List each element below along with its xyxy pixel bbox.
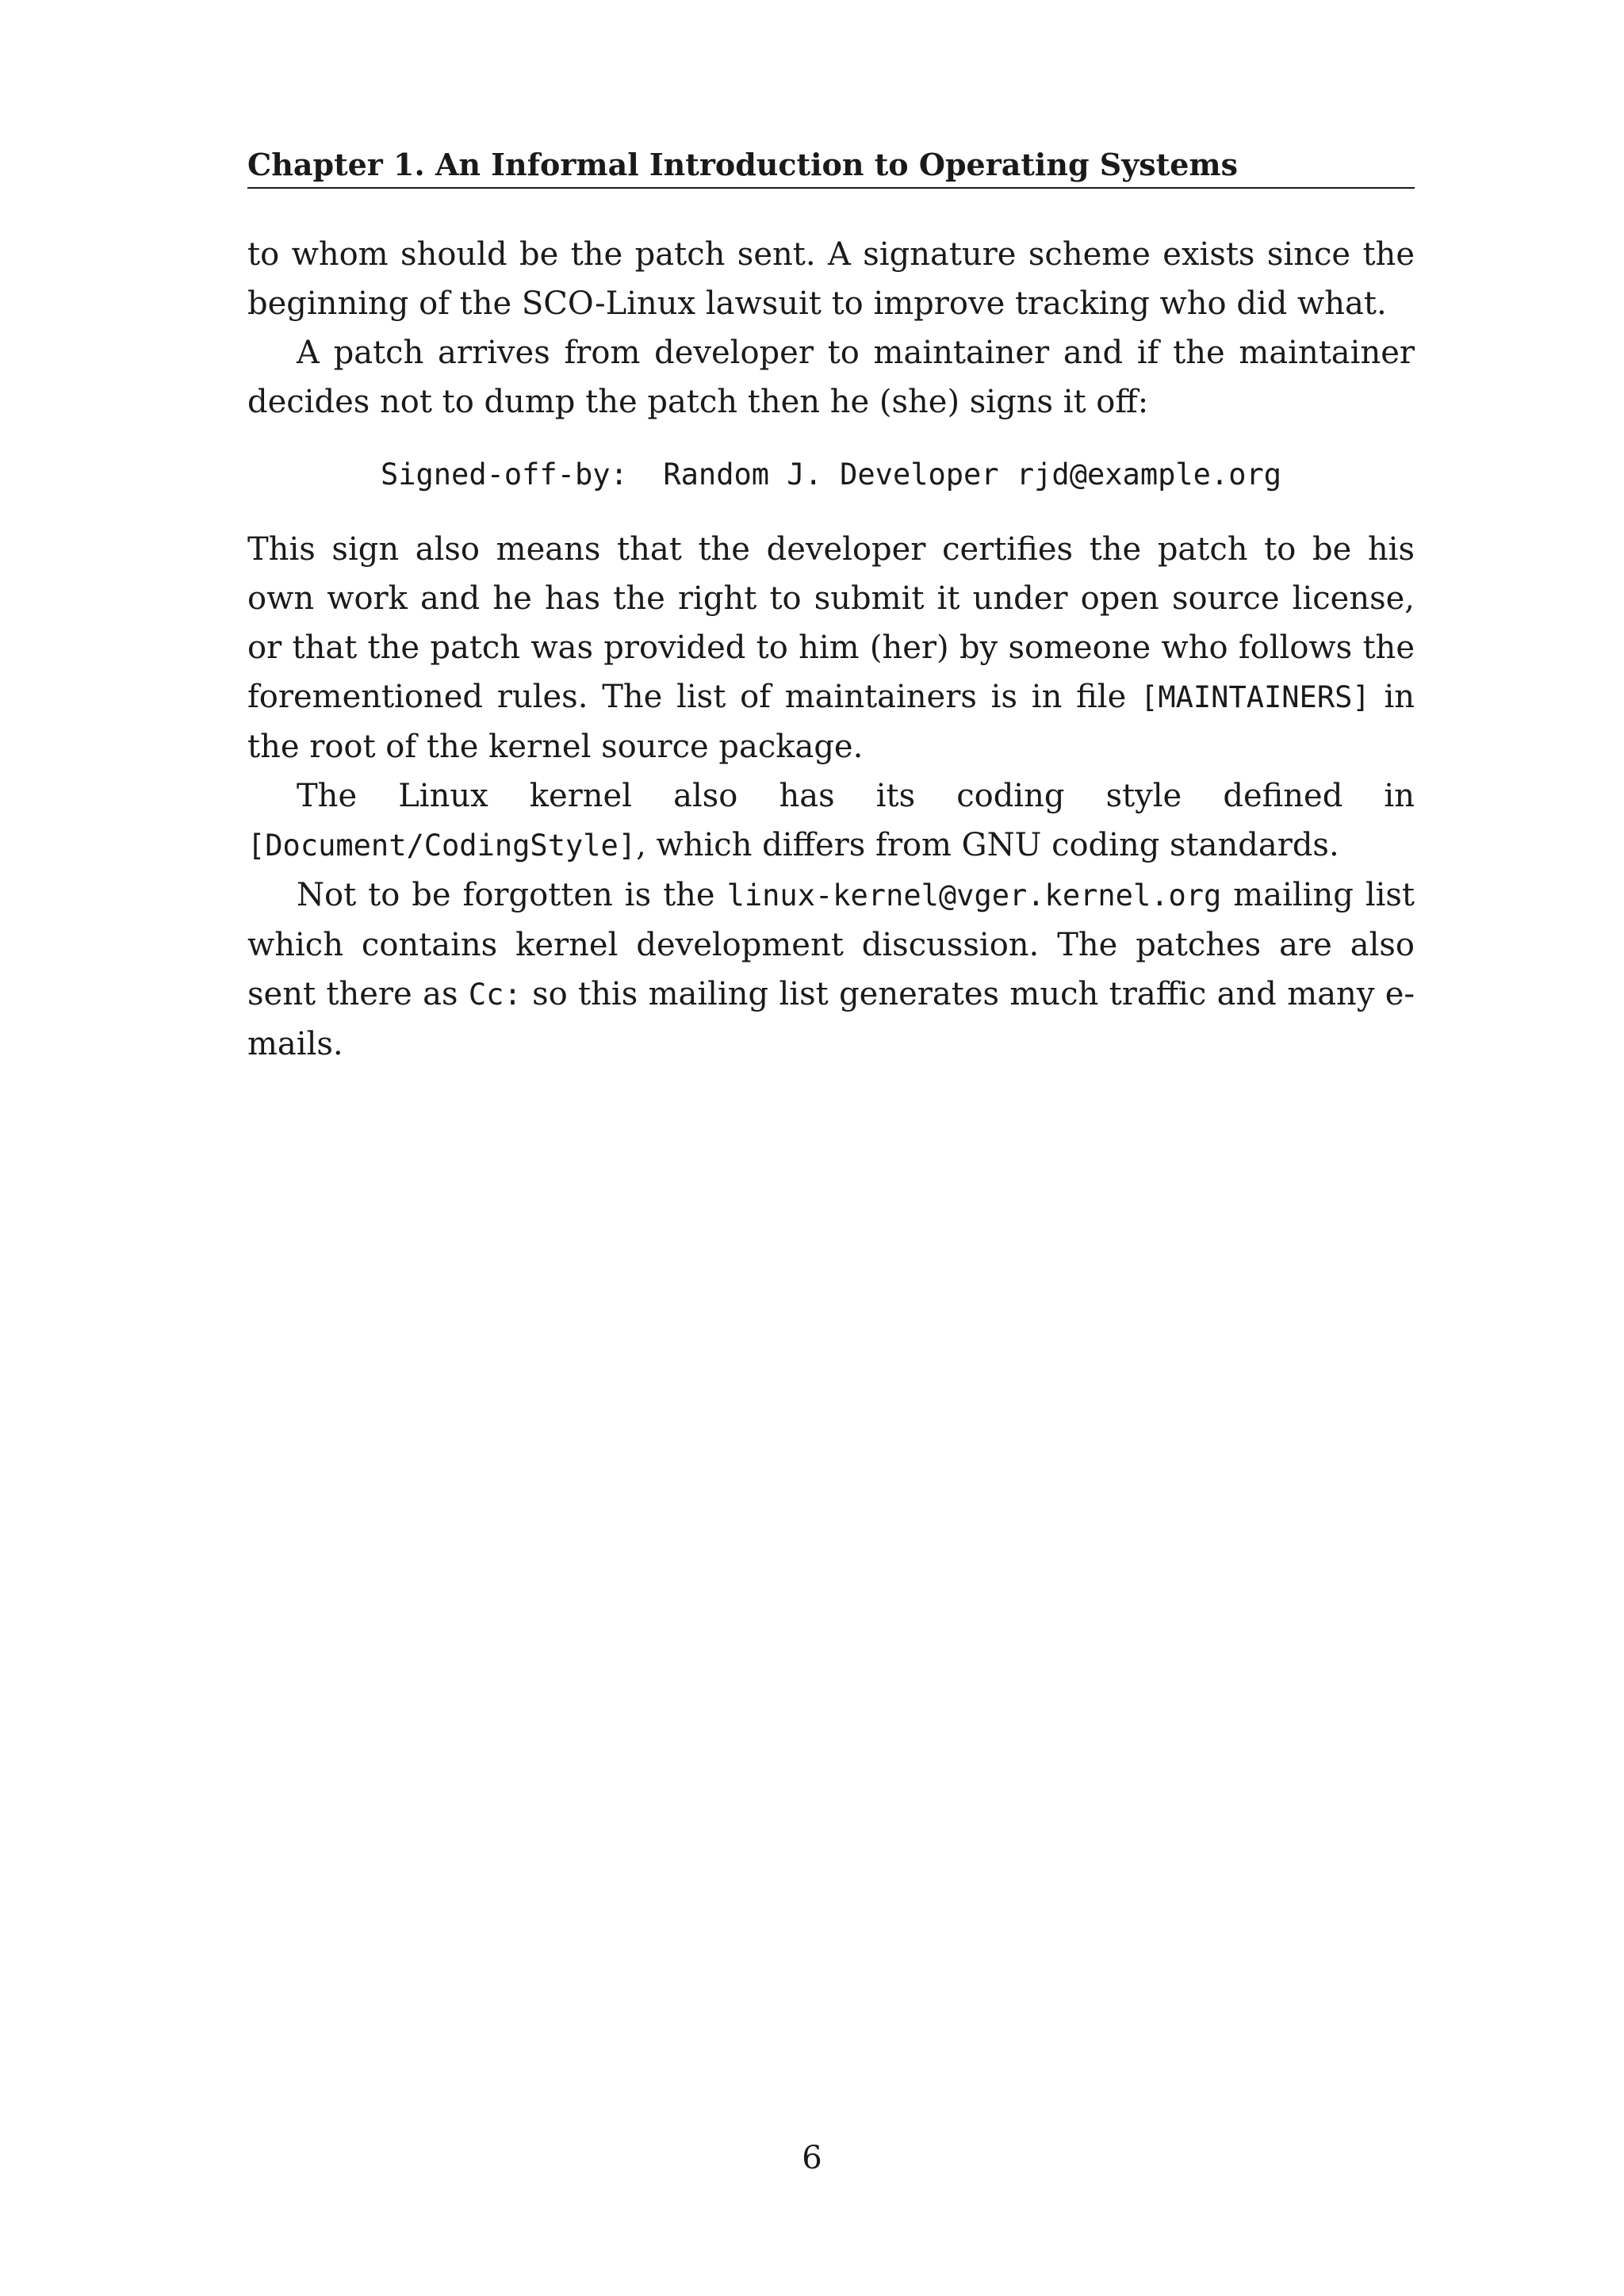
paragraph-4-text-b: , which differs from GNU coding standards.	[636, 827, 1339, 863]
maintainers-file-code: [MAINTAINERS]	[1140, 680, 1370, 714]
cc-code: Cc:	[468, 978, 522, 1012]
codingstyle-file-code: [Document/CodingStyle]	[247, 828, 637, 863]
running-header: Chapter 1. An Informal Introduction to Operating Systems	[247, 147, 1239, 182]
paragraph-1: to whom should be the patch sent. A signature scheme exists since the beginning of the SCO-Linux lawsuit to improve tracking who did what.	[247, 236, 1415, 322]
paragraph-2: A patch arrives from developer to maintainer and if the maintainer decides not to dump the patch then he (she) signs it off:	[247, 335, 1415, 420]
paragraph-4	[247, 771, 1415, 871]
paragraph-5-text-c: so this mailing list generates much traffic and many e-mails.	[247, 976, 1415, 1062]
paragraph-5-text-a: Not to be forgotten is the	[297, 877, 727, 913]
paragraph-3	[247, 525, 1415, 771]
body-text	[247, 230, 1415, 1069]
page-number: 6	[802, 2140, 822, 2176]
signed-off-by-line: Signed-off-by: Random J. Developer rjd@example.org	[380, 457, 1282, 492]
paragraph-4-text-a: The Linux kernel also has its coding style defined in	[297, 778, 1415, 814]
header-rule	[247, 187, 1415, 189]
paragraph-3-text-b: in the root of the kernel source package.	[247, 679, 1415, 765]
paragraph-5-text-b: mailing list which contains kernel development discussion. The patches are also sent there as	[247, 877, 1415, 1012]
paragraph-5	[247, 871, 1415, 1069]
mailing-list-address-code: linux-kernel@vger.kernel.org	[726, 878, 1222, 913]
paragraph-3-text-a: This sign also means that the developer certifies the patch to be his own work and he has the right to submit it under open source license, or that the patch was provided to him (her) by someone who follows the forementioned rules. The list of maintainers is in file	[247, 531, 1415, 715]
